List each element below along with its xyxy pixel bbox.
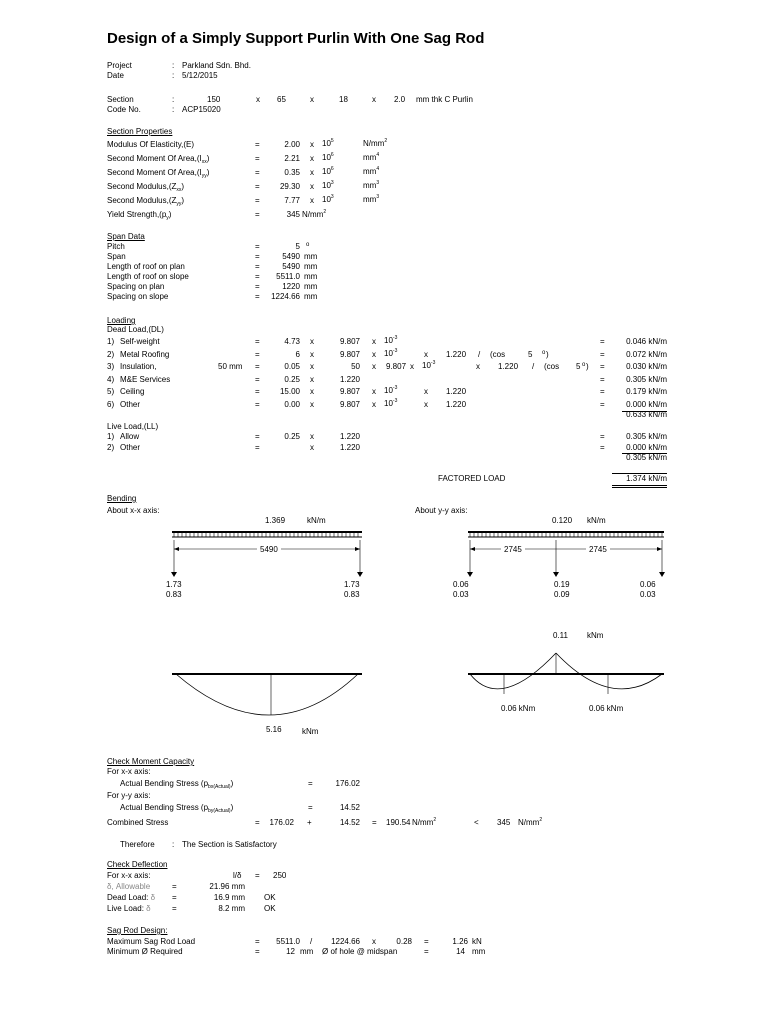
- colon: :: [172, 95, 175, 104]
- colon: :: [172, 840, 175, 849]
- times: x: [372, 937, 376, 946]
- equals: =: [172, 904, 177, 913]
- equals: =: [172, 893, 177, 902]
- reaction: 0.83: [344, 590, 360, 599]
- yy-load: 0.120: [552, 516, 573, 525]
- power-of-ten: $10^{-3}$: [384, 347, 398, 358]
- section-b: 65: [277, 95, 286, 104]
- min-dia-value: 12: [286, 947, 295, 956]
- gravity: 9.807: [386, 362, 407, 371]
- load-result: 0.000 kN/m: [626, 443, 667, 452]
- load-factor: 1.220: [339, 374, 360, 384]
- yy-sag-left: 0.06 kNm: [501, 704, 536, 713]
- load-result: 0.030 kN/m: [626, 362, 667, 371]
- times: x: [424, 387, 428, 396]
- load-result: 0.179 kN/m: [626, 387, 667, 396]
- section-label: Section: [107, 95, 134, 104]
- span-value: 1220: [282, 282, 300, 291]
- prop-value: 2.00: [284, 140, 300, 149]
- equals: =: [308, 779, 313, 788]
- prop-unit: $mm^4$: [363, 166, 380, 176]
- prop-label: Second $Modulus,(Z_{xx})$: [107, 182, 185, 193]
- load-factor: 9.807: [339, 387, 360, 396]
- allowable-value: 21.96 mm: [209, 882, 245, 891]
- load-factor: 1.220: [339, 432, 360, 441]
- xx-moment-diagram: [172, 674, 362, 715]
- dead-ok: OK: [264, 893, 276, 902]
- load-factor: 9.807: [339, 337, 360, 346]
- equals: =: [255, 818, 260, 827]
- load-label: Other: [120, 399, 141, 409]
- dead-load-heading: Dead Load,(DL): [107, 325, 164, 334]
- equals: =: [255, 871, 260, 880]
- times: x: [372, 399, 376, 409]
- yy-stress-value: 14.52: [339, 803, 360, 812]
- min-dia-label: Minimum Ø Required: [107, 947, 183, 956]
- allowable-label: δ, Allowable: [107, 882, 151, 891]
- reaction: 1.73: [344, 580, 360, 589]
- equals: =: [255, 262, 260, 271]
- times: x: [310, 362, 314, 371]
- allowable-stress: 345: [497, 818, 511, 827]
- spacing: 1.220: [446, 399, 467, 409]
- times: x: [476, 362, 480, 371]
- row-number: 5): [107, 387, 115, 396]
- row-number: 1): [107, 337, 115, 346]
- colon: :: [172, 71, 175, 80]
- span-label: Spacing on slope: [107, 292, 169, 301]
- power-of-ten: $10^6$: [322, 152, 334, 162]
- times: x: [310, 168, 314, 177]
- paren: ): [546, 349, 549, 359]
- date-label: Date: [107, 71, 124, 80]
- dead-label: Dead Load: δ: [107, 893, 156, 902]
- cos: (cos: [544, 362, 560, 371]
- yy-label: For y-y axis:: [107, 791, 151, 800]
- prop-unit: $mm^4$: [363, 152, 380, 162]
- reaction: 0.03: [453, 590, 469, 599]
- equals: =: [424, 947, 429, 956]
- yy-span-right: 2745: [586, 545, 610, 555]
- equals: =: [600, 432, 605, 441]
- load-factor: 9.807: [339, 399, 360, 409]
- reaction: 0.83: [166, 590, 182, 599]
- spacing: 1.220: [446, 349, 467, 359]
- span-label: Span: [107, 252, 126, 261]
- pitch: 5: [528, 349, 533, 359]
- span-value: 5511.0: [276, 272, 300, 281]
- equals: =: [255, 182, 260, 191]
- equals: =: [372, 818, 377, 827]
- section-t: 2.0: [394, 95, 406, 104]
- load-factor: 4.73: [284, 337, 300, 346]
- span-unit: mm: [304, 292, 318, 301]
- power-of-ten: $10^3$: [322, 194, 334, 204]
- combined-unit: $N/mm^2$: [518, 817, 543, 827]
- equals: =: [600, 349, 605, 359]
- reaction: 0.06: [640, 580, 656, 589]
- bending-heading: Bending: [107, 494, 137, 503]
- times: x: [372, 349, 376, 359]
- colon: :: [172, 105, 175, 114]
- equals: =: [600, 387, 605, 396]
- load-label: Other: [120, 443, 141, 452]
- load-factor: 50: [351, 362, 360, 371]
- load-label: Insulation,: [120, 362, 157, 371]
- spacing: 1.220: [446, 387, 467, 396]
- span-unit: mm: [304, 262, 318, 271]
- equals: =: [255, 443, 260, 452]
- yy-axis-label: About y-y axis:: [415, 506, 468, 515]
- equals: =: [255, 337, 260, 346]
- prop-label: Second $Modulus,(Z_{yy})$: [107, 196, 185, 207]
- yy-hog-moment: 0.11: [553, 631, 568, 640]
- combined-a: 176.02: [269, 818, 294, 827]
- power-of-ten: $10^{-3}$: [384, 397, 398, 408]
- equals: =: [255, 387, 260, 396]
- times: x: [410, 362, 414, 371]
- equals: =: [600, 362, 605, 371]
- equals: =: [255, 196, 260, 205]
- reaction: 0.03: [640, 590, 656, 599]
- times: x: [372, 95, 376, 104]
- prop-unit: $N/mm^2$: [363, 138, 388, 148]
- moment-unit: kNm: [302, 727, 319, 736]
- times: x: [256, 95, 260, 104]
- prop-label: Second Moment Of $Area,(I_{yy})$: [107, 168, 210, 179]
- load-thickness: 50 mm: [218, 362, 243, 371]
- load-result: 0.000 kN/m: [626, 399, 667, 409]
- row-number: 2): [107, 443, 115, 452]
- reaction: 0.19: [554, 580, 570, 589]
- yield-unit: $N/mm^2$: [302, 209, 327, 219]
- xx-axis-label: About x-x axis:: [107, 506, 160, 515]
- times: x: [310, 337, 314, 346]
- max-load-b: 1224.66: [331, 937, 360, 946]
- degree-symbol: o: [542, 349, 546, 356]
- deflection-heading: Check Deflection: [107, 860, 168, 869]
- degree-symbol: o: [582, 362, 586, 368]
- yy-span-left: 2745: [501, 545, 525, 555]
- load-result: 0.072 kN/m: [626, 349, 667, 359]
- xx-stress-label: Actual Bending Stress $(p_{bx(Actual)})$: [120, 779, 234, 790]
- factored-value: 1.374 kN/m: [626, 474, 667, 483]
- date-value: 5/12/2015: [182, 71, 218, 80]
- times: x: [310, 443, 314, 452]
- times: x: [310, 387, 314, 396]
- prop-label: Modulus Of Elasticity,(E): [107, 140, 194, 149]
- spacing: 1.220: [498, 362, 519, 371]
- combined-label: Combined Stress: [107, 818, 169, 827]
- times: x: [372, 387, 376, 396]
- xx-stress-value: 176.02: [335, 779, 360, 788]
- equals: =: [308, 803, 313, 812]
- hole-unit: mm: [472, 947, 486, 956]
- load-unit: kN/m: [587, 516, 606, 525]
- max-load-a: 5511.0: [276, 937, 300, 946]
- live-ok: OK: [264, 904, 276, 913]
- equals: =: [255, 947, 260, 956]
- live-load-heading: Live Load,(LL): [107, 422, 159, 431]
- row-number: 2): [107, 349, 115, 359]
- section-c: 18: [339, 95, 348, 104]
- ratio-value: 250: [273, 871, 287, 880]
- times: x: [310, 374, 314, 384]
- span-label: Pitch: [107, 242, 125, 251]
- times: x: [310, 182, 314, 191]
- power-of-ten: $10^{-3}$: [422, 360, 436, 370]
- combined-b: 14.52: [339, 818, 360, 827]
- prop-unit: $mm^3$: [363, 194, 380, 204]
- load-label: Metal Roofing: [120, 349, 170, 359]
- equals: =: [255, 362, 260, 371]
- reaction: 0.09: [554, 590, 570, 599]
- equals: =: [255, 374, 260, 384]
- less-than: <: [474, 818, 479, 827]
- span-value: 1224.66: [271, 292, 300, 301]
- row-number: 6): [107, 399, 115, 409]
- cos: (cos: [490, 349, 506, 359]
- prop-value: 2.21: [284, 154, 300, 163]
- max-load-result: 1.26: [452, 937, 468, 946]
- max-load-c: 0.28: [396, 937, 412, 946]
- equals: =: [255, 168, 260, 177]
- load-factor: 6: [295, 349, 300, 359]
- equals: =: [255, 140, 260, 149]
- section-d: 150: [207, 95, 221, 104]
- span-value: 5: [295, 242, 300, 251]
- equals: =: [255, 937, 260, 946]
- sag-rod-heading: Sag Rod Design:: [107, 926, 168, 935]
- min-dia-unit: mm: [300, 947, 314, 956]
- code-value: ACP15020: [182, 105, 221, 114]
- prop-unit: $mm^3$: [363, 180, 380, 190]
- combined-unit: $N/mm^2$: [412, 817, 437, 827]
- load-label: Ceiling: [120, 387, 145, 396]
- project-value: Parkland Sdn. Bhd.: [182, 61, 251, 70]
- span-label: Spacing on plan: [107, 282, 165, 291]
- times: x: [310, 140, 314, 149]
- equals: =: [600, 399, 605, 409]
- reaction: 1.73: [166, 580, 182, 589]
- yield-value: 345: [286, 210, 300, 219]
- span-heading: Span Data: [107, 232, 145, 241]
- load-factor: 0.00: [284, 399, 300, 409]
- prop-value: 7.77: [284, 196, 300, 205]
- live-deflection: 8.2 mm: [218, 904, 245, 913]
- times: x: [310, 432, 314, 441]
- equals: =: [255, 154, 260, 163]
- combined-total: 190.54: [386, 818, 411, 827]
- live-total: 0.305 kN/m: [626, 453, 667, 462]
- times: x: [310, 399, 314, 409]
- times: x: [424, 349, 428, 359]
- equals: =: [600, 443, 605, 452]
- xx-moment: 5.16: [266, 725, 282, 734]
- equals: =: [600, 337, 605, 346]
- yy-moment-diagram: [468, 653, 664, 694]
- max-load-label: Maximum Sag Rod Load: [107, 937, 196, 946]
- equals: =: [255, 399, 260, 409]
- prop-value: 0.35: [284, 168, 300, 177]
- equals: =: [255, 242, 260, 251]
- span-value: 5490: [282, 262, 300, 271]
- hole-value: 14: [456, 947, 465, 956]
- span-label: Length of roof on slope: [107, 272, 189, 281]
- load-label: Allow: [120, 432, 140, 441]
- factored-label: FACTORED LOAD: [438, 474, 506, 483]
- span-label: Length of roof on plan: [107, 262, 185, 271]
- dead-deflection: 16.9 mm: [213, 893, 245, 902]
- span-value: 5490: [282, 252, 300, 261]
- load-label: Self-weight: [120, 337, 160, 346]
- degree-symbol: o: [306, 242, 310, 248]
- hole-label: Ø of hole @ midspan: [322, 947, 398, 956]
- span-unit: mm: [304, 282, 318, 291]
- row-number: 4): [107, 374, 115, 384]
- times: x: [310, 154, 314, 163]
- load-factor: 0.25: [284, 374, 300, 384]
- dead-total: 0.633 kN/m: [626, 410, 667, 419]
- plus: +: [307, 818, 312, 827]
- equals: =: [255, 272, 260, 281]
- equals: =: [424, 937, 429, 946]
- divide: /: [532, 362, 535, 371]
- moment-heading: Check Moment Capacity: [107, 757, 195, 766]
- ratio-label: l/δ: [233, 871, 242, 880]
- prop-label: Yield $Strength,(p_y)$: [107, 210, 172, 221]
- power-of-ten: $10^5$: [322, 138, 334, 148]
- live-label: Live Load: δ: [107, 904, 151, 913]
- xx-label: For x-x axis:: [107, 871, 151, 880]
- times: x: [372, 362, 376, 371]
- times: x: [424, 399, 428, 409]
- equals: =: [172, 882, 177, 891]
- xx-load: 1.369: [265, 516, 286, 525]
- times: x: [372, 337, 376, 346]
- yy-sag-right: 0.06 kNm: [589, 704, 624, 713]
- load-factor: 0.05: [284, 362, 300, 371]
- load-label: M&E Services: [120, 374, 171, 384]
- equals: =: [255, 282, 260, 291]
- row-number: 1): [107, 432, 115, 441]
- times: x: [310, 95, 314, 104]
- load-result: 0.305 kN/m: [626, 432, 667, 441]
- times: x: [310, 196, 314, 205]
- section-unit: mm thk C Purlin: [416, 95, 473, 104]
- equals: =: [255, 432, 260, 441]
- load-factor: 9.807: [339, 349, 360, 359]
- equals: =: [255, 349, 260, 359]
- load-result: 0.046 kN/m: [626, 337, 667, 346]
- power-of-ten: $10^3$: [322, 180, 334, 190]
- divide: /: [310, 937, 313, 946]
- prop-value: 29.30: [279, 182, 300, 191]
- equals: =: [600, 374, 605, 384]
- therefore-label: Therefore: [120, 840, 155, 849]
- load-factor: 1.220: [339, 443, 360, 452]
- span-unit: mm: [304, 272, 318, 281]
- reaction: 0.06: [453, 580, 469, 589]
- equals: =: [255, 210, 260, 219]
- row-number: 3): [107, 362, 115, 371]
- yy-beam-diagram: [467, 532, 665, 577]
- times: x: [310, 349, 314, 359]
- page-title: Design of a Simply Support Purlin With One Sag Rod: [107, 30, 485, 47]
- load-factor: 15.00: [279, 387, 300, 396]
- paren: ): [586, 362, 589, 371]
- code-label: Code No.: [107, 105, 141, 114]
- span-unit: mm: [304, 252, 318, 261]
- load-unit: kN/m: [307, 516, 326, 525]
- equals: =: [255, 292, 260, 301]
- power-of-ten: $10^6$: [322, 166, 334, 176]
- xx-label: For x-x axis:: [107, 767, 151, 776]
- yy-stress-label: Actual Bending Stress $(p_{by(Actual)})$: [120, 803, 234, 814]
- divide: /: [478, 349, 481, 359]
- equals: =: [255, 252, 260, 261]
- prop-label: Second Moment Of $Area,(I_{xx})$: [107, 154, 210, 165]
- xx-span: 5490: [257, 545, 281, 555]
- power-of-ten: $10^{-3}$: [384, 335, 398, 345]
- load-factor: 0.25: [284, 432, 300, 441]
- result: The Section is Satisfactory: [182, 840, 277, 849]
- power-of-ten: $10^{-3}$: [384, 385, 398, 395]
- moment-unit: kNm: [587, 631, 604, 640]
- colon: :: [172, 61, 175, 70]
- loading-heading: Loading: [107, 316, 136, 325]
- load-result: 0.305 kN/m: [626, 374, 667, 384]
- project-label: Project: [107, 61, 132, 70]
- pitch: 5: [576, 362, 581, 371]
- section-heading: Section Properties: [107, 127, 173, 136]
- max-load-unit: kN: [472, 937, 482, 946]
